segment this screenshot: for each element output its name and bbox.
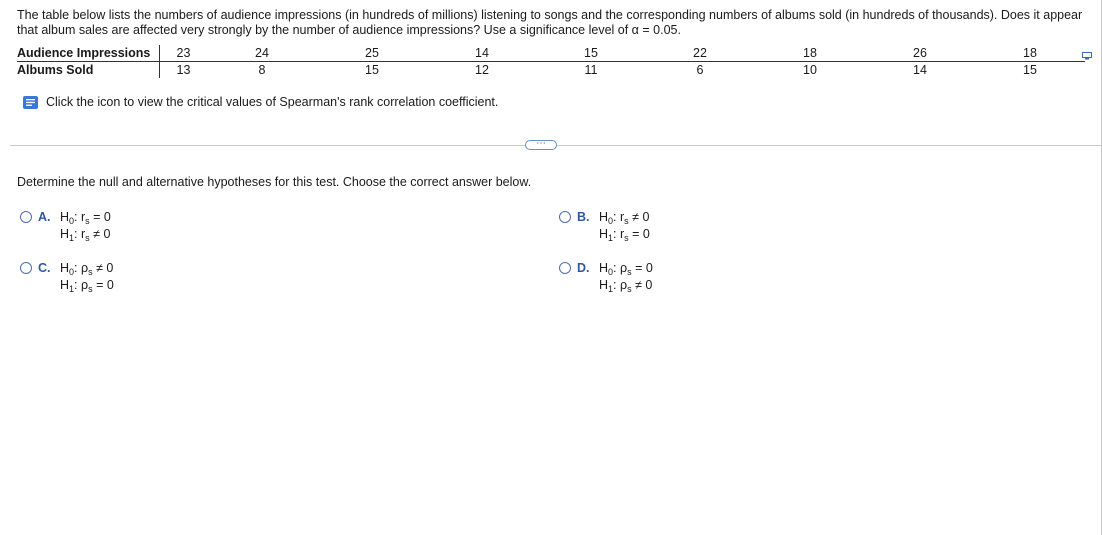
problem-statement: The table below lists the numbers of audience impressions (in hundreds of millions) listening to songs and the corresponding numbers of albums sold (in hundreds of thousands). Does it appear that album sales are affected very strongly by the number of audience impressions? Use a significance level of α = 0.05. [17,8,1083,37]
table-row [17,62,1085,79]
hypotheses-c [60,260,114,293]
table-cell: 23 [160,45,208,62]
table-cell: 12 [475,63,489,77]
table-cell: 14 [427,45,537,62]
null-hypothesis: $H_0$: $r_s \ne 0$ [599,210,650,226]
alt-hypothesis: $H_1$: $\rho_s \ne 0$ [599,277,653,294]
option-b[interactable] [559,209,650,242]
expand-more-button[interactable]: ⋯ [525,140,557,150]
alt-hypothesis: $H_1$: $\rho_s = 0$ [60,277,114,294]
radio-d[interactable] [559,262,571,274]
radio-c[interactable] [20,262,32,274]
row-header-impressions: Audience Impressions [17,45,160,62]
question-prompt: Determine the null and alternative hypotheses for this test. Choose the correct answer below. [17,175,532,189]
table-cell: 8 [258,63,266,77]
table-cell: 14 [913,63,927,77]
null-hypothesis: $H_0$: $\rho_s \ne 0$ [60,261,114,277]
table-cell: 10 [803,63,817,77]
null-hypothesis: $H_0$: $r_s = 0$ [60,210,111,226]
alt-hypothesis: $H_1$: $r_s \ne 0$ [60,226,111,243]
option-letter: B. [577,210,590,224]
radio-a[interactable] [20,211,32,223]
row-header-albums: Albums Sold [17,62,160,79]
table-cell: 13 [176,63,191,77]
alt-hypothesis: $H_1$: $r_s = 0$ [599,226,650,243]
data-table [17,45,1085,78]
hypotheses-b [599,209,650,242]
null-hypothesis: $H_0$: $\rho_s = 0$ [599,261,653,277]
table-cell: 24 [207,45,317,62]
option-letter: A. [38,210,51,224]
table-cell: 15 [365,63,379,77]
hypotheses-d [599,260,653,293]
copy-data-icon[interactable] [1082,52,1092,60]
hypotheses-a [60,209,111,242]
table-cell: 6 [696,63,704,77]
option-a[interactable] [20,209,111,242]
option-letter: D. [577,261,590,275]
table-cell: 15 [1023,63,1037,77]
info-table-icon[interactable] [22,95,39,110]
option-d[interactable] [559,260,653,293]
table-row [17,45,1085,62]
table-cell: 18 [755,45,865,62]
table-cell: 22 [645,45,755,62]
table-cell: 25 [317,45,427,62]
option-letter: C. [38,261,51,275]
table-cell: 26 [865,45,975,62]
info-row[interactable] [22,95,498,110]
radio-b[interactable] [559,211,571,223]
option-c[interactable] [20,260,114,293]
table-cell: 11 [584,63,598,77]
info-link-text[interactable]: Click the icon to view the critical values of Spearman's rank correlation coefficient. [46,95,499,109]
table-cell: 18 [975,45,1085,62]
table-cell: 15 [537,45,645,62]
